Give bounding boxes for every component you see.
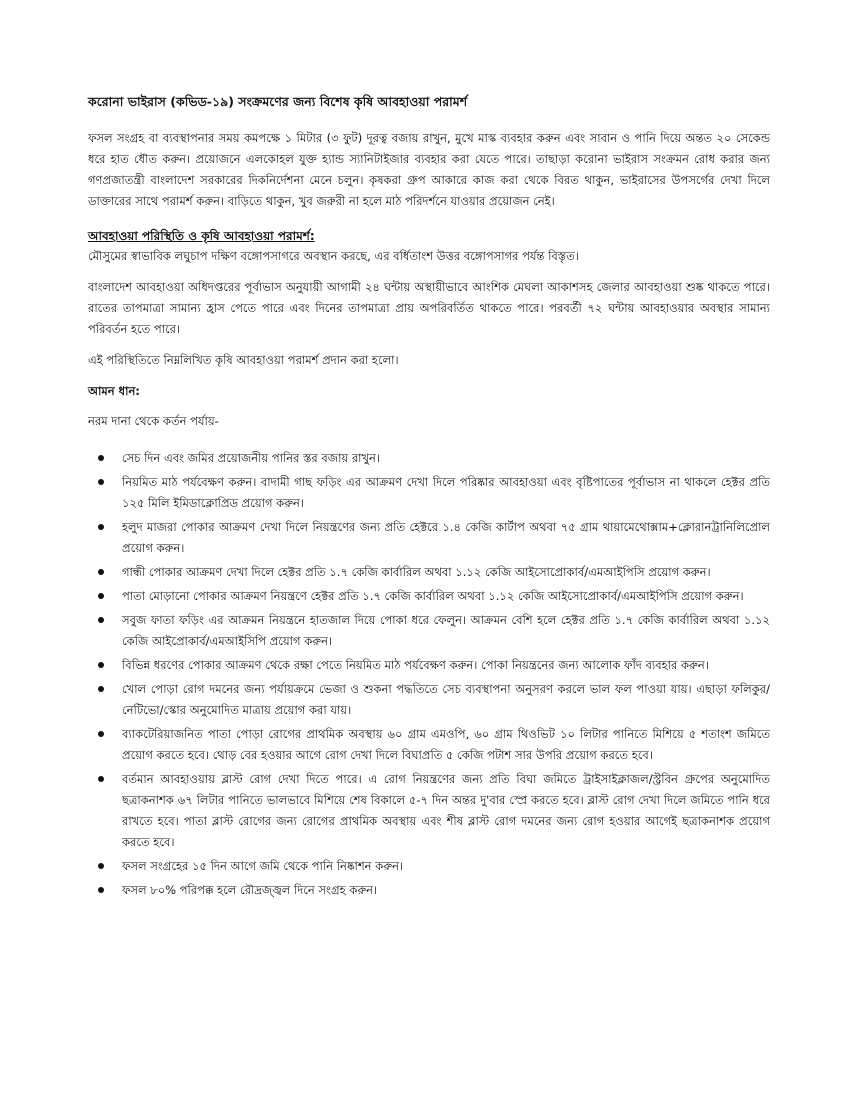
bullet-icon <box>98 593 104 599</box>
intro-paragraph: ফসল সংগ্রহ বা ব্যবস্থাপনার সময় কমপক্ষে ১ মিটার (৩ ফুট) দূরত্ব বজায় রাখুন, মুখে মাস্ক ব্যবহার করুন এবং সাবান ও পানি দিয়ে অন্তত ২০ সেকেন্ড ধরে হাত ধৌত করুন। প্রয়োজনে এলকোহল যুক্ত হ্যান্ড স্যানিটাইজার ব্যবহার করা যেতে পারে। তাছাড়া করোনা ভাইরাস সংক্রমন রোধ করার জন্য গণপ্রজাতন্ত্রী বাংলাদেশ সরকারের দিকনির্দেশনা মেনে চলুন। কৃষকরা গ্রুপ আকারে কাজ করা থেকে বিরত থাকুন, ভাইরাসের উপসর্গের দেখা দিলে ডাক্তারের সাথে পরামর্শ করুন। বাড়িতে থাকুন, খুব জরুরী না হলে মাঠ পরিদর্শনে যাওয়ার প্রয়োজন নেই। <box>88 131 770 208</box>
list-item <box>88 655 770 676</box>
list-item-text: গান্ধী পোকার আক্রমণ দেখা দিলে হেক্টর প্রতি ১.৭ কেজি কার্বারিল অথবা ১.১২ কেজি আইসোপ্রোকার্ব/এমআইপিসি প্রয়োগ করুন। <box>122 565 711 579</box>
list-item <box>88 769 770 853</box>
list-item <box>88 679 770 721</box>
list-item <box>88 472 770 514</box>
bullet-icon <box>98 455 104 461</box>
list-item-text: সবুজ ফাতা ফড়িং এর আক্রমন নিয়ন্ত্রনে হাতজাল দিয়ে পোকা ধরে ফেলুন। আক্রমন বেশি হলে হেক্টর প্রতি ১.৭ কেজি কার্বারিল অথবা ১.১২ কেজি আইপ্রোকার্ব/এমআইসিপি প্রয়োগ করুন। <box>122 613 770 648</box>
list-item-text: বিভিন্ন ধরণের পোকার আক্রমণ থেকে রক্ষা পেতে নিয়মিত মাঠ পর্যবেক্ষণ করুন। পোকা নিয়ন্ত্রনের জন্য আলোক ফাঁদ ব্যবহার করুন। <box>122 658 709 672</box>
advice-list <box>88 448 770 901</box>
bullet-icon <box>98 662 104 668</box>
list-item <box>88 880 770 901</box>
weather-forecast-paragraph: বাংলাদেশ আবহাওয়া অধিদপ্তরের পূর্বাভাস অনুযায়ী আগামী ২৪ ঘন্টায় অস্থায়ীভাবে আংশিক মেঘলা আকাশসহ জেলার আবহাওয়া শুষ্ক থাকতে পারে। রাতের তাপমাত্রা সামান্য হ্রাস পেতে পারে এবং দিনের তাপমাত্রা প্রায় অপরিবর্তিত থাকতে পারে। পরবর্তী ৭২ ঘন্টায় আবহাওয়ার অবস্থার সামান্য পরিবর্তন হতে পারে। <box>88 280 770 336</box>
list-item-text: হলুদ মাজরা পোকার আক্রমণ দেখা দিলে নিয়ন্ত্রণের জন্য প্রতি হেক্টরে ১.৪ কেজি কার্টাপ অথবা ৭৫ গ্রাম থায়ামেথোক্সাম+ক্লোরানট্রানিলিপ্রোল প্রয়োগ করুন। <box>122 520 770 555</box>
list-item <box>88 517 770 559</box>
list-item-text: ফসল সংগ্রহের ১৫ দিন আগে জমি থেকে পানি নিষ্কাশন করুন। <box>122 859 404 873</box>
bullet-icon <box>98 731 104 737</box>
crop-stage-line: নরম দানা থেকে কর্তন পর্যায়- <box>88 414 219 428</box>
document-title: করোনা ভাইরাস (কভিড-১৯) সংক্রমণের জন্য বিশেষ কৃষি আবহাওয়া পরামর্শ <box>88 94 468 109</box>
list-item-text: খোল পোড়া রোগ দমনের জন্য পর্যায়ক্রমে ভেজা ও শুকনা পদ্ধতিতে সেচ ব্যবস্থাপনা অনুসরণ করলে ভাল ফল পাওয়া যায়। এছাড়া ফলিকুর/ নেটিভো/স্কোর অনুমোদিত মাত্রায় প্রয়োগ করা যায়। <box>122 682 770 717</box>
document-page <box>88 92 770 904</box>
list-item <box>88 856 770 877</box>
list-item-text: সেচ দিন এবং জমির প্রয়োজনীয় পানির স্তর বজায় রাখুন। <box>122 451 381 465</box>
list-item <box>88 724 770 766</box>
list-item-text: পাতা মোড়ানো পোকার আক্রমণ নিয়ন্ত্রণে হেক্টর প্রতি ১.৭ কেজি কার্বারিল অথবা ১.১২ কেজি আইসোপ্রোকার্ব/এমআইপিসি প্রয়োগ করুন। <box>122 589 744 603</box>
list-item-text: ফসল ৮০% পরিপক্ক হলে রৌদ্রজ্জ্বল দিনে সংগ্রহ করুন। <box>122 883 378 897</box>
bullet-icon <box>98 776 104 782</box>
list-item <box>88 448 770 469</box>
advice-intro-paragraph: এই পরিস্থিতিতে নিম্নলিখিত কৃষি আবহাওয়া পরামর্শ প্রদান করা হলো। <box>88 353 399 367</box>
list-item-text: বর্তমান আবহাওয়ায় ব্লাস্ট রোগ দেখা দিতে পারে। এ রোগ নিয়ন্ত্রণের জন্য প্রতি বিঘা জমিতে ট্রাইসাইক্লাজল/স্ট্রবিন গ্রুপের অনুমোদিত ছত্রাকনাশক ৬৭ লিটার পানিতে ভালভাবে মিশিয়ে শেষ বিকালে ৫-৭ দিন অন্তর দু'বার স্প্রে করতে হবে। ব্লাস্ট রোগ দেখা দিলে জমিতে পানি ধরে রাখতে হবে। পাতা ব্লাস্ট রোগের জন্য রোগের প্রাথমিক অবস্থায় এবং শীষ ব্লাস্ট রোগ দমনের জন্য রোগ হওয়ার আগেই ছত্রাকনাশক প্রয়োগ করতে হবে। <box>122 772 770 849</box>
list-item <box>88 610 770 652</box>
bullet-icon <box>98 569 104 575</box>
list-item-text: নিয়মিত মাঠ পর্যবেক্ষণ করুন। বাদামী গাছ ফড়িং এর আক্রমণ দেখা দিলে পরিষ্কার আবহাওয়া এবং বৃষ্টিপাতের পূর্বাভাস না থাকলে হেক্টর প্রতি ১২৫ মিলি ইমিডাক্লোপ্রিড প্রয়োগ করুন। <box>122 475 770 510</box>
list-item <box>88 562 770 583</box>
bullet-icon <box>98 887 104 893</box>
list-item-text: ব্যাকটেরিয়াজনিত পাতা পোড়া রোগের প্রাথমিক অবস্থায় ৬০ গ্রাম এমওপি, ৬০ গ্রাম থিওভিট ১০ লিটার পানিতে মিশিয়ে ৫ শতাংশ জমিতে প্রয়োগ করতে হবে। থোড় বের হওয়ার আগে রোগ দেখা দিলে বিঘাপ্রতি ৫ কেজি পটাশ সার উপরি প্রয়োগ করতে হবে। <box>122 727 770 762</box>
crop-heading: আমন ধান: <box>88 384 140 398</box>
weather-line: মৌসুমের স্বাভাবিক লঘুচাপ দক্ষিণ বঙ্গোপসাগরে অবস্থান করছে, এর বর্ধিতাংশ উত্তর বঙ্গোপসাগর পর্যন্ত বিস্তৃত। <box>88 249 579 263</box>
bullet-icon <box>98 479 104 485</box>
bullet-icon <box>98 524 104 530</box>
bullet-icon <box>98 686 104 692</box>
bullet-icon <box>98 617 104 623</box>
list-item <box>88 586 770 607</box>
bullet-icon <box>98 863 104 869</box>
weather-section-heading: আবহাওয়া পরিস্থিতি ও কৃষি আবহাওয়া পরামর্শ: <box>88 229 315 243</box>
